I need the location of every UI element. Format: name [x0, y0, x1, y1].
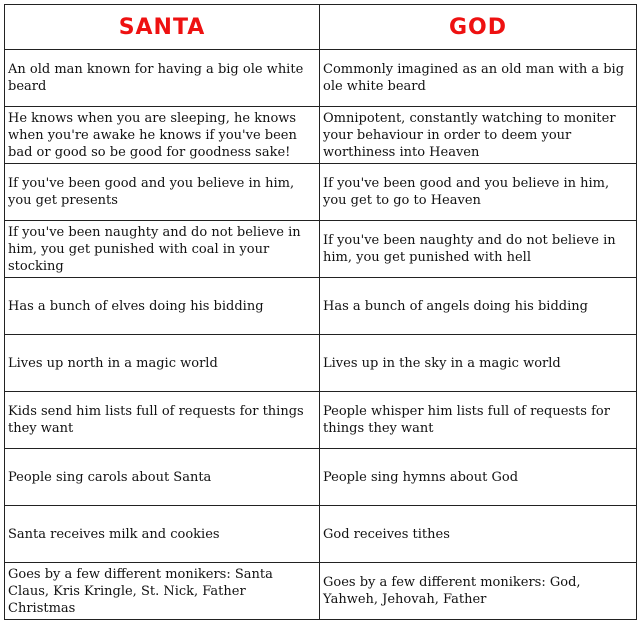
table-row	[5, 164, 637, 221]
god-cell: People whisper him lists full of requests for things they want	[320, 392, 637, 449]
table-row	[5, 50, 637, 107]
santa-cell: People sing carols about Santa	[5, 449, 320, 506]
god-cell: Omnipotent, constantly watching to moniter your behaviour in order to deem your worthiness into Heaven	[320, 107, 637, 164]
god-cell: If you've been good and you believe in him, you get to go to Heaven	[320, 164, 637, 221]
santa-cell: Lives up north in a magic world	[5, 335, 320, 392]
god-cell: Lives up in the sky in a magic world	[320, 335, 637, 392]
santa-cell: Goes by a few different monikers: Santa Claus, Kris Kringle, St. Nick, Father Christmas	[5, 563, 320, 620]
god-cell: If you've been naughty and do not believe in him, you get punished with hell	[320, 221, 637, 278]
santa-cell: Has a bunch of elves doing his bidding	[5, 278, 320, 335]
header-god: GOD	[320, 5, 637, 50]
santa-cell: He knows when you are sleeping, he knows when you're awake he knows if you've been bad or good so be good for goodness sake!	[5, 107, 320, 164]
table-row	[5, 278, 637, 335]
table-row	[5, 107, 637, 164]
god-cell: God receives tithes	[320, 506, 637, 563]
table-row	[5, 449, 637, 506]
table-row	[5, 221, 637, 278]
santa-cell: An old man known for having a big ole white beard	[5, 50, 320, 107]
header-row	[5, 5, 637, 50]
table-row	[5, 506, 637, 563]
table-row	[5, 392, 637, 449]
comparison-table	[4, 4, 637, 620]
table-row	[5, 335, 637, 392]
header-santa: SANTA	[5, 5, 320, 50]
god-cell: People sing hymns about God	[320, 449, 637, 506]
table-row	[5, 563, 637, 620]
god-cell: Goes by a few different monikers: God, Yahweh, Jehovah, Father	[320, 563, 637, 620]
santa-cell: If you've been good and you believe in him, you get presents	[5, 164, 320, 221]
god-cell: Commonly imagined as an old man with a big ole white beard	[320, 50, 637, 107]
santa-cell: Santa receives milk and cookies	[5, 506, 320, 563]
santa-cell: If you've been naughty and do not believe in him, you get punished with coal in your stocking	[5, 221, 320, 278]
santa-cell: Kids send him lists full of requests for things they want	[5, 392, 320, 449]
god-cell: Has a bunch of angels doing his bidding	[320, 278, 637, 335]
